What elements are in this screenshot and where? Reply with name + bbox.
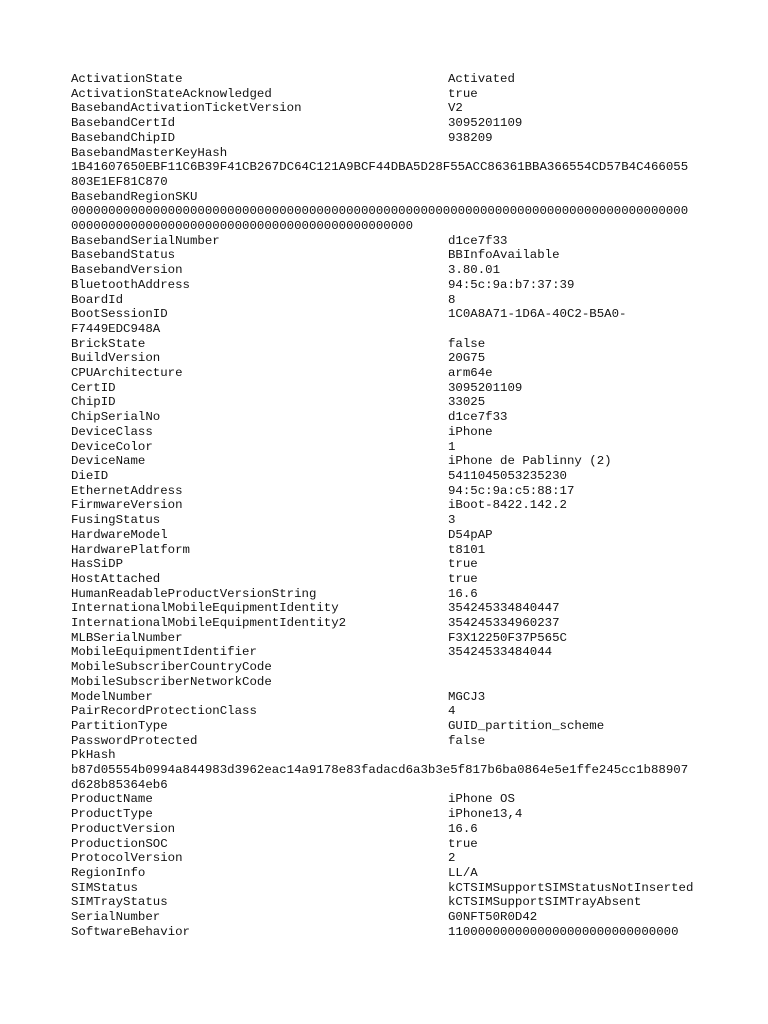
property-value-long: d628b85364eb6 xyxy=(71,777,168,792)
property-row xyxy=(71,528,698,543)
property-key: SIMTrayStatus xyxy=(71,895,168,910)
property-row xyxy=(71,675,698,690)
property-row xyxy=(71,616,698,631)
property-row xyxy=(71,498,698,513)
property-value: F3X12250F37P565C xyxy=(448,630,567,645)
property-row xyxy=(71,293,698,308)
property-value: 354245334840447 xyxy=(448,601,560,616)
property-row xyxy=(71,307,698,322)
property-value: MGCJ3 xyxy=(448,689,486,704)
property-key: HumanReadableProductVersionString xyxy=(71,586,317,601)
property-row xyxy=(71,72,698,87)
property-row xyxy=(71,631,698,646)
property-row xyxy=(71,381,698,396)
property-key: BoardId xyxy=(71,292,124,307)
property-value: 16.6 xyxy=(448,586,478,601)
property-row xyxy=(71,101,698,116)
property-value: 2 xyxy=(448,851,456,866)
property-value: iPhone13,4 xyxy=(448,807,523,822)
device-info-document xyxy=(71,72,698,939)
property-value: 1C0A8A71-1D6A-40C2-B5A0- xyxy=(448,307,627,322)
property-row xyxy=(71,190,698,205)
property-value: kCTSIMSupportSIMStatusNotInserted xyxy=(448,880,694,895)
property-key: MobileSubscriberNetworkCode xyxy=(71,674,272,689)
property-row xyxy=(71,484,698,499)
property-value: G0NFT50R0D42 xyxy=(448,910,538,925)
property-row xyxy=(71,572,698,587)
property-value: LL/A xyxy=(448,865,478,880)
property-value: BBInfoAvailable xyxy=(448,248,560,263)
property-row xyxy=(71,910,698,925)
property-value: true xyxy=(448,557,478,572)
property-row xyxy=(71,116,698,131)
property-key: HardwareModel xyxy=(71,527,168,542)
property-value: 35424533484044 xyxy=(448,645,553,660)
property-value: arm64e xyxy=(448,366,493,381)
property-value: GUID_partition_scheme xyxy=(448,718,605,733)
property-key: InternationalMobileEquipmentIdentity xyxy=(71,601,339,616)
property-row xyxy=(71,837,698,852)
property-key: DeviceName xyxy=(71,454,146,469)
property-value: 3.80.01 xyxy=(448,263,501,278)
property-row xyxy=(71,410,698,425)
property-key: BasebandChipID xyxy=(71,130,176,145)
property-value: 354245334960237 xyxy=(448,616,560,631)
property-key: BasebandCertId xyxy=(71,116,176,131)
property-value: d1ce7f33 xyxy=(448,233,508,248)
property-row xyxy=(71,822,698,837)
property-row xyxy=(71,881,698,896)
property-value: true xyxy=(448,836,478,851)
property-value: d1ce7f33 xyxy=(448,410,508,425)
property-key: RegionInfo xyxy=(71,865,146,880)
property-value: 94:5c:9a:c5:88:17 xyxy=(448,483,575,498)
property-key: DeviceClass xyxy=(71,424,153,439)
property-key: HostAttached xyxy=(71,571,161,586)
property-key: SIMStatus xyxy=(71,880,138,895)
property-key: BluetoothAddress xyxy=(71,277,190,292)
property-row xyxy=(71,866,698,881)
property-value: 1 xyxy=(448,439,456,454)
property-value: 33025 xyxy=(448,395,486,410)
property-row xyxy=(71,440,698,455)
property-row xyxy=(71,645,698,660)
property-value: 20G75 xyxy=(448,351,486,366)
property-key: ProductType xyxy=(71,807,153,822)
property-row xyxy=(71,234,698,249)
property-key: BasebandMasterKeyHash xyxy=(71,145,228,160)
property-key: ProtocolVersion xyxy=(71,851,183,866)
property-key: ProductVersion xyxy=(71,821,176,836)
property-row xyxy=(71,131,698,146)
property-value: 938209 xyxy=(448,130,493,145)
property-key: MobileEquipmentIdentifier xyxy=(71,645,257,660)
property-value: iPhone OS xyxy=(448,792,515,807)
property-value: D54pAP xyxy=(448,527,493,542)
property-key: CPUArchitecture xyxy=(71,366,183,381)
property-row xyxy=(71,925,698,940)
property-row xyxy=(71,557,698,572)
property-key: DeviceColor xyxy=(71,439,153,454)
property-key: HasSiDP xyxy=(71,557,124,572)
property-row xyxy=(71,263,698,278)
property-row xyxy=(71,146,698,161)
property-value: true xyxy=(448,571,478,586)
property-row xyxy=(71,792,698,807)
property-row xyxy=(71,748,698,763)
property-value-long: 0000000000000000000000000000000000000000000000 xyxy=(71,219,414,234)
property-key: ProductionSOC xyxy=(71,836,168,851)
property-value: t8101 xyxy=(448,542,486,557)
property-value: Activated xyxy=(448,72,515,86)
property-row xyxy=(71,587,698,602)
property-value: false xyxy=(448,733,486,748)
property-value: 5411045053235230 xyxy=(448,468,567,483)
property-value: 3 xyxy=(448,513,456,528)
property-value: 94:5c:9a:b7:37:39 xyxy=(448,277,575,292)
property-value: iPhone de Pablinny (2) xyxy=(448,454,612,469)
property-row xyxy=(71,543,698,558)
property-row xyxy=(71,395,698,410)
property-key: ModelNumber xyxy=(71,689,153,704)
property-key: EthernetAddress xyxy=(71,483,183,498)
property-row xyxy=(71,719,698,734)
property-key: PasswordProtected xyxy=(71,733,198,748)
property-value: 3095201109 xyxy=(448,116,523,131)
property-key: FirmwareVersion xyxy=(71,498,183,513)
property-value-long: 00000000000000000000000000000000000000000000000000000000000000000000000000000000000 xyxy=(71,204,689,219)
property-row xyxy=(71,513,698,528)
property-value: false xyxy=(448,336,486,351)
property-value: true xyxy=(448,86,478,101)
property-row xyxy=(71,278,698,293)
property-row xyxy=(71,366,698,381)
property-row xyxy=(71,734,698,749)
property-key: MLBSerialNumber xyxy=(71,630,183,645)
property-key: SerialNumber xyxy=(71,910,161,925)
property-value-long: b87d05554b0994a844983d3962eac14a9178e83fadacd6a3b3e5f817b6ba0864e5e1ffe245cc1b88907 xyxy=(71,763,689,778)
property-value: 1100000000000000000000000000000 xyxy=(448,924,679,939)
property-row xyxy=(71,87,698,102)
property-row xyxy=(71,425,698,440)
property-key: PkHash xyxy=(71,748,116,763)
property-value: V2 xyxy=(448,101,463,116)
property-value xyxy=(448,660,698,675)
property-key: DieID xyxy=(71,468,109,483)
property-key: SoftwareBehavior xyxy=(71,924,190,939)
property-value: iBoot-8422.142.2 xyxy=(448,498,567,513)
property-value-long: 1B41607650EBF11C6B39F41CB267DC64C121A9BCF44DBA5D28F55ACC86361BBA366554CD57B4C466055 xyxy=(71,160,689,175)
property-key: BasebandStatus xyxy=(71,248,176,263)
property-row xyxy=(71,851,698,866)
property-row xyxy=(71,454,698,469)
property-key: ActivationState xyxy=(71,72,183,86)
property-value: 3095201109 xyxy=(448,380,523,395)
property-key: ChipSerialNo xyxy=(71,410,161,425)
property-key: BuildVersion xyxy=(71,351,161,366)
property-value: kCTSIMSupportSIMTrayAbsent xyxy=(448,895,642,910)
property-value xyxy=(448,675,698,690)
property-key: CertID xyxy=(71,380,116,395)
property-key: BootSessionID xyxy=(71,307,168,322)
property-row xyxy=(71,807,698,822)
property-key: BasebandActivationTicketVersion xyxy=(71,101,302,116)
property-key: BasebandRegionSKU xyxy=(71,189,198,204)
property-value: 16.6 xyxy=(448,821,478,836)
property-row xyxy=(71,690,698,705)
property-row xyxy=(71,601,698,616)
property-row xyxy=(71,337,698,352)
property-row xyxy=(71,704,698,719)
property-key: BrickState xyxy=(71,336,146,351)
property-key: InternationalMobileEquipmentIdentity2 xyxy=(71,616,347,631)
property-key: ProductName xyxy=(71,792,153,807)
property-value: iPhone xyxy=(448,424,493,439)
property-row xyxy=(71,895,698,910)
property-key: ActivationStateAcknowledged xyxy=(71,86,272,101)
property-value-long: 803E1EF81C870 xyxy=(71,174,168,189)
property-key: BasebandSerialNumber xyxy=(71,233,220,248)
property-key: PartitionType xyxy=(71,718,168,733)
property-value-continuation: F7449EDC948A xyxy=(71,321,161,336)
property-value: 4 xyxy=(448,704,456,719)
property-key: PairRecordProtectionClass xyxy=(71,704,257,719)
property-key: MobileSubscriberCountryCode xyxy=(71,660,272,675)
property-row xyxy=(71,248,698,263)
property-row xyxy=(71,351,698,366)
property-key: FusingStatus xyxy=(71,513,161,528)
property-key: ChipID xyxy=(71,395,116,410)
property-key: BasebandVersion xyxy=(71,263,183,278)
property-row xyxy=(71,660,698,675)
property-row xyxy=(71,469,698,484)
property-value: 8 xyxy=(448,292,456,307)
property-key: HardwarePlatform xyxy=(71,542,190,557)
